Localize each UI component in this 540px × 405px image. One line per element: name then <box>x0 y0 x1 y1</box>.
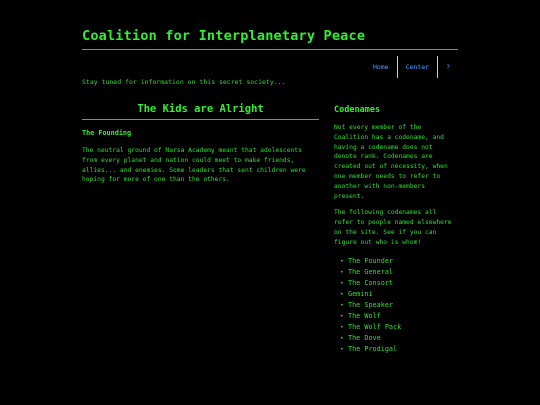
site-title: Coalition for Interplanetary Peace <box>82 28 366 44</box>
list-item <box>340 322 458 333</box>
bullet-icon: • <box>340 301 344 309</box>
sidebar-heading-codenames: Codenames <box>334 105 381 115</box>
codename-label: The Wolf <box>348 312 381 321</box>
bullet-icon: • <box>340 324 344 332</box>
codename-label: The Founder <box>348 256 394 265</box>
section-heading-founding: The Founding <box>82 129 132 137</box>
list-item <box>340 289 458 300</box>
nav-link-question[interactable]: ? <box>446 63 450 71</box>
codename-label: The Speaker <box>348 300 394 309</box>
list-item <box>340 256 458 267</box>
title-divider <box>82 49 458 50</box>
codename-label: The General <box>348 267 394 276</box>
bullet-icon: • <box>340 313 344 321</box>
codename-label: The Dove <box>348 334 381 343</box>
codenames-hint-paragraph: The following codenames all refer to people named elsewhere on the site. See if you can figure out who is whom! <box>334 209 452 246</box>
main-heading: The Kids are Alright <box>82 103 319 120</box>
codename-label: The Prodigal <box>348 345 398 354</box>
nav-link-center[interactable]: Center <box>398 56 438 78</box>
tagline: Stay tuned for information on this secret society... <box>82 78 286 86</box>
list-item <box>340 333 458 344</box>
sidebar <box>334 105 458 355</box>
list-item <box>340 267 458 278</box>
list-item <box>340 344 458 355</box>
codename-label: Gemini <box>348 289 373 298</box>
codename-list <box>340 256 458 356</box>
bullet-icon: • <box>340 279 344 287</box>
bullet-icon: • <box>340 290 344 298</box>
top-nav <box>365 56 458 78</box>
list-item <box>340 278 458 289</box>
bullet-icon: • <box>340 335 344 343</box>
nav-link-home[interactable]: Home <box>365 56 398 78</box>
bullet-icon: • <box>340 346 344 354</box>
codename-label: The Consort <box>348 278 394 287</box>
bullet-icon: • <box>340 268 344 276</box>
founding-paragraph: The neutral ground of Narsa Academy meant that adolescents from every planet and nation could meet to make friends, allies... and enemies. Some leaders that sent children were hoping for more of one than the others. <box>82 147 306 184</box>
list-item <box>340 300 458 311</box>
codenames-intro-paragraph: Not every member of the Coalition has a codename, and having a codename does not denote rank. Codenames are created out of necessity, when one member needs to refer to another with non-members present. <box>334 124 448 200</box>
bullet-icon: • <box>340 257 344 265</box>
codename-label: The Wolf Pack <box>348 323 402 332</box>
list-item <box>340 311 458 322</box>
main-content <box>82 103 319 185</box>
